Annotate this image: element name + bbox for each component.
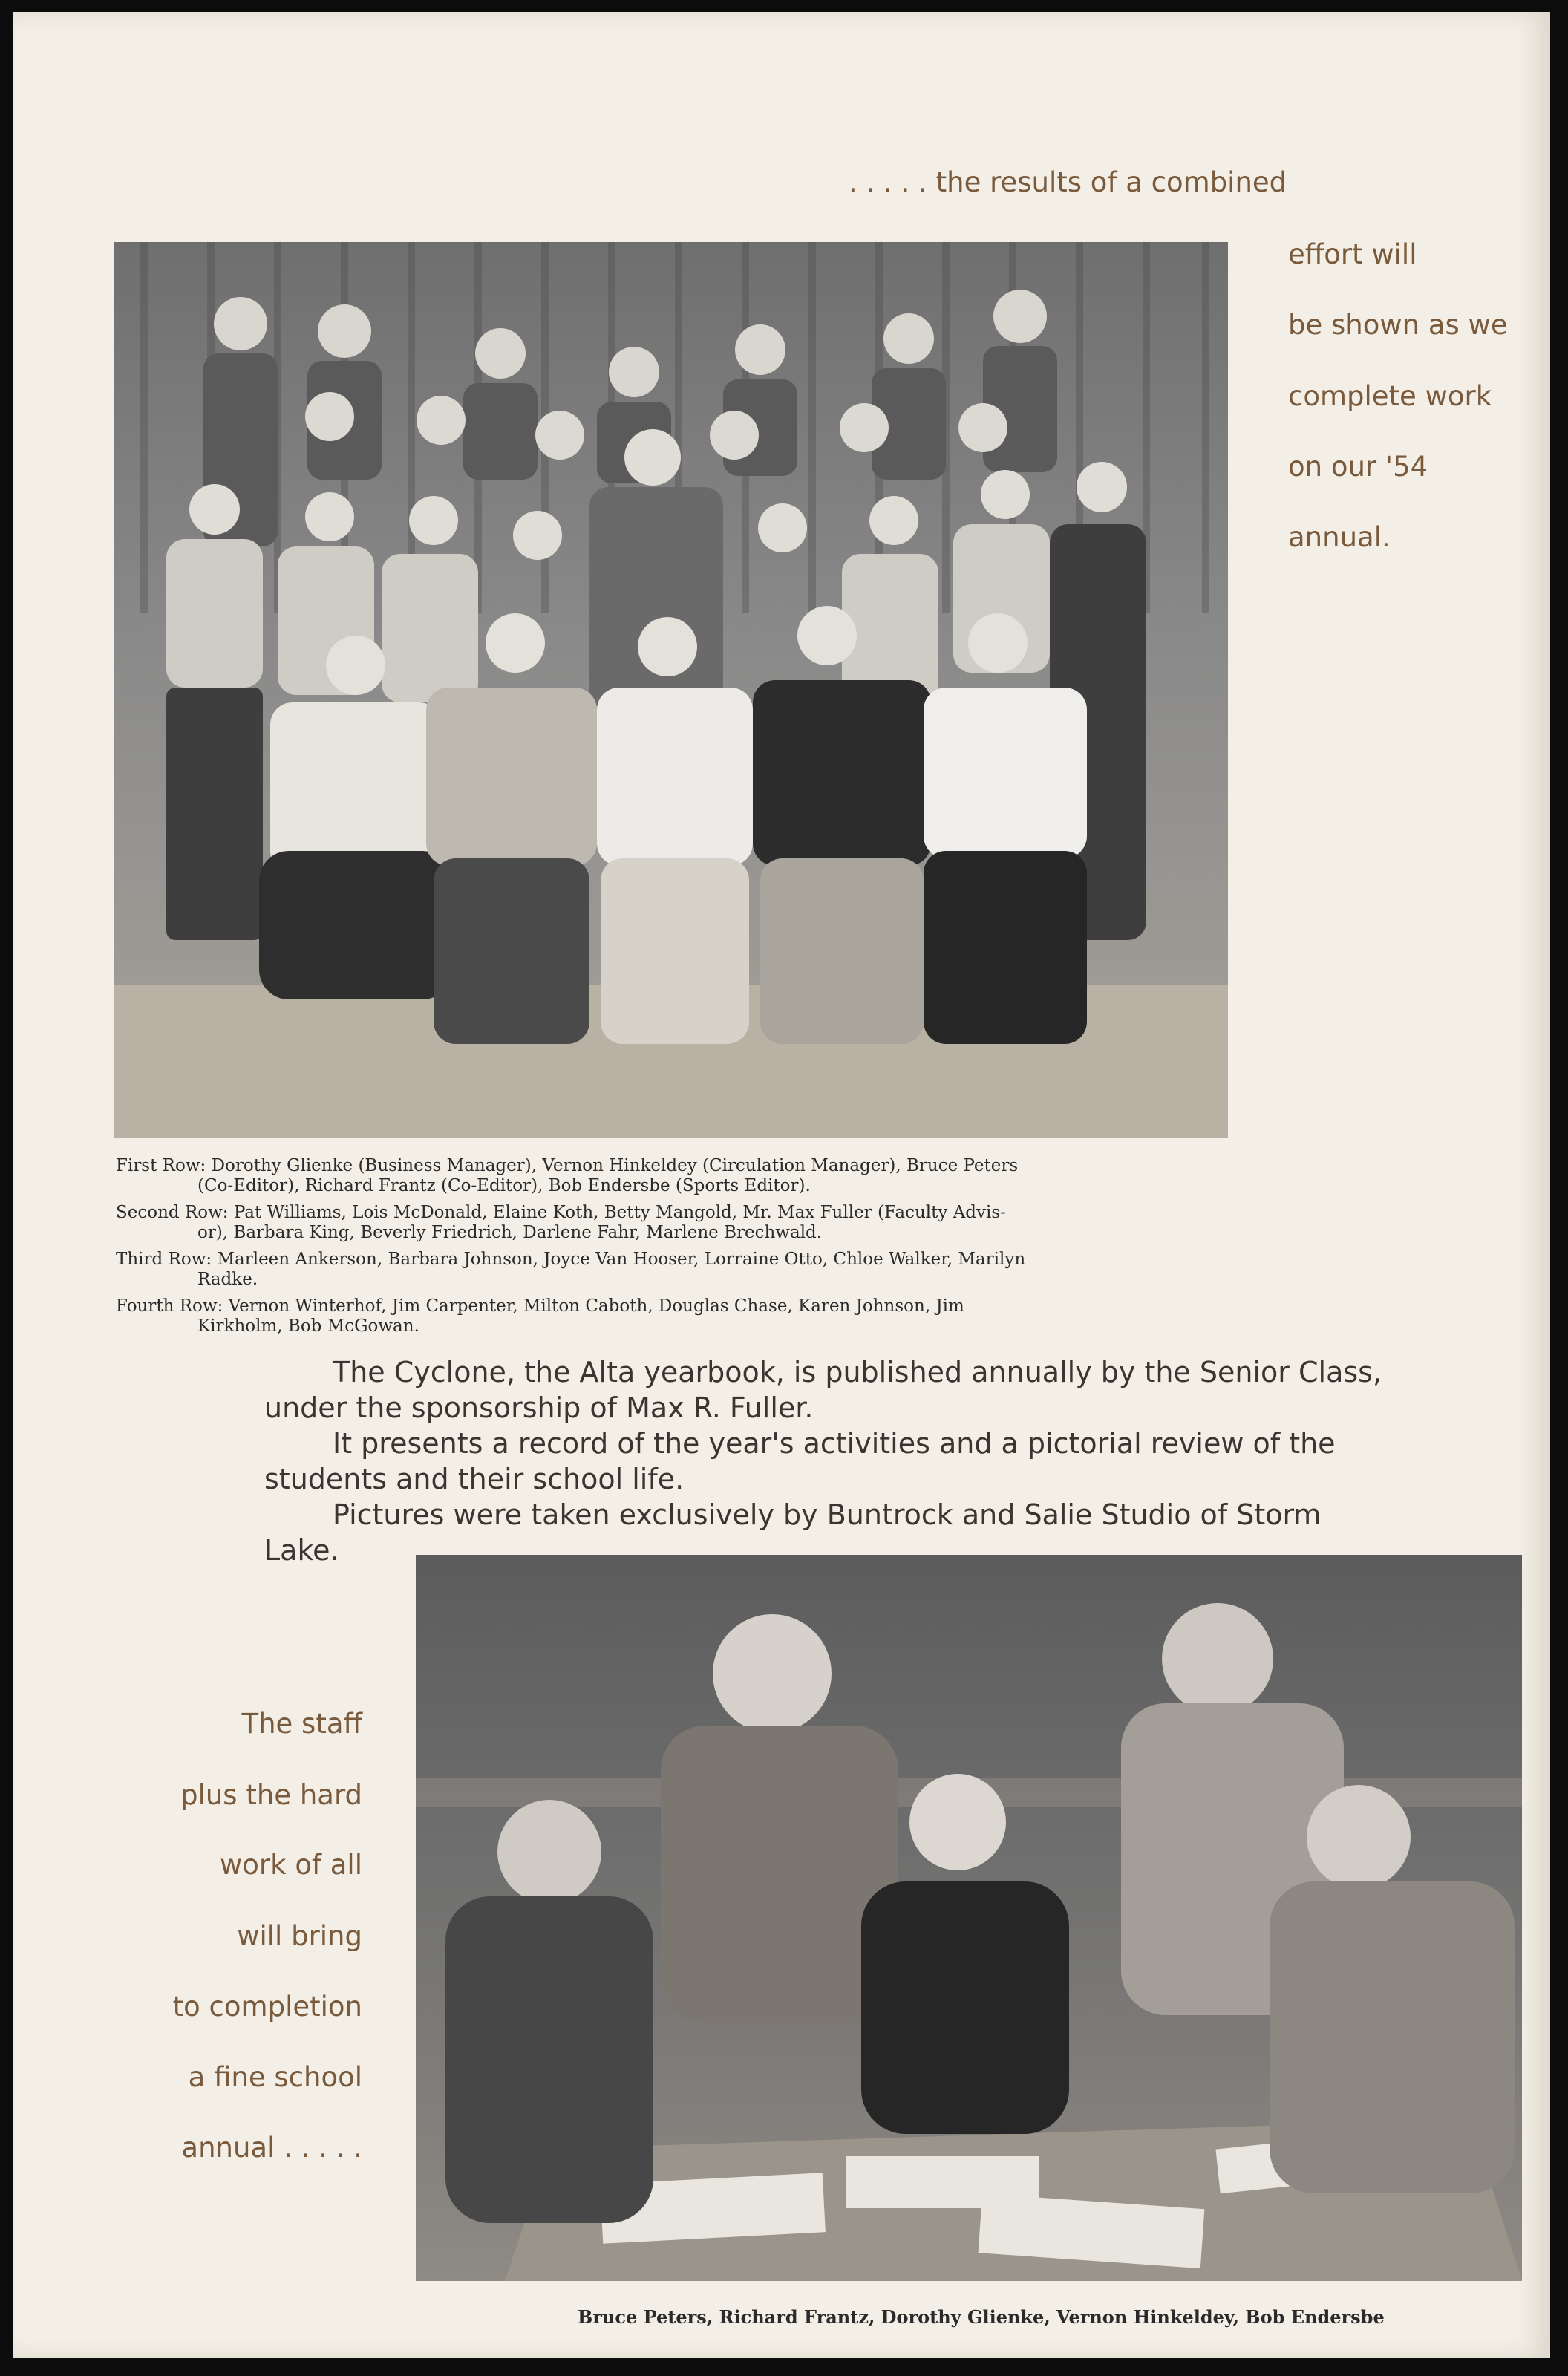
right-line-1: effort will — [1288, 238, 1417, 270]
staff-work-photo — [416, 1555, 1522, 2281]
right-line-3: complete work — [1288, 380, 1492, 412]
caption-row-label: Fourth Row: — [116, 1296, 223, 1316]
right-line-2: be shown as we — [1288, 309, 1508, 341]
work-photo-caption: Bruce Peters, Richard Frantz, Dorothy Glienke, Vernon Hinkeldey, Bob Endersbe — [578, 2306, 1385, 2328]
left-line-7: annual . . . . . — [181, 2132, 362, 2164]
caption-row-text: Dorothy Glienke (Business Manager), Vernon Hinkeldey (Circulation Manager), Bruce Peters — [211, 1156, 1019, 1175]
caption-row-label: First Row: — [116, 1156, 206, 1175]
yearbook-page — [13, 12, 1550, 2358]
caption-row-text-cont: Radke. — [197, 1270, 258, 1289]
body-paragraph-3: Pictures were taken exclusively by Buntrock and Salie Studio of Storm Lake. — [264, 1498, 1322, 1567]
caption-row-text: Pat Williams, Lois McDonald, Elaine Koth, Betty Mangold, Mr. Max Fuller (Faculty Advis- — [233, 1203, 1006, 1222]
caption-second-row — [116, 1203, 1246, 1243]
group-photo-illustration — [114, 242, 1228, 1138]
caption-row-text-cont: Kirkholm, Bob McGowan. — [197, 1316, 419, 1336]
caption-third-row — [116, 1250, 1246, 1290]
caption-row-label: Second Row: — [116, 1203, 229, 1222]
right-line-5: annual. — [1288, 521, 1391, 553]
caption-row-text: Marleen Ankerson, Barbara Johnson, Joyce Van Hooser, Lorraine Otto, Chloe Walker, Marilyn — [217, 1250, 1026, 1269]
left-line-3: work of all — [220, 1849, 362, 1881]
left-line-5: to completion — [172, 1991, 362, 2023]
left-line-4: will bring — [237, 1920, 362, 1952]
left-line-2: plus the hard — [180, 1779, 362, 1811]
caption-row-text-cont: (Co-Editor), Richard Frantz (Co-Editor), Bob Endersbe (Sports Editor). — [197, 1176, 811, 1195]
body-paragraph-1: The Cyclone, the Alta yearbook, is published annually by the Senior Class, under the sponsorship of Max R. Fuller. — [264, 1356, 1382, 1424]
staff-group-photo — [114, 242, 1228, 1138]
body-text — [264, 1354, 1385, 1568]
left-line-1: The staff — [241, 1708, 362, 1740]
caption-row-text: Vernon Winterhof, Jim Carpenter, Milton Caboth, Douglas Chase, Karen Johnson, Jim — [228, 1296, 964, 1316]
work-photo-illustration — [416, 1555, 1522, 2281]
left-line-6: a fine school — [188, 2061, 362, 2093]
caption-row-label: Third Row: — [116, 1250, 212, 1269]
right-line-4: on our '54 — [1288, 451, 1428, 483]
caption-row-text-cont: or), Barbara King, Beverly Friedrich, Darlene Fahr, Marlene Brechwald. — [197, 1223, 823, 1242]
top-quote: . . . . . the results of a combined — [849, 166, 1287, 198]
caption-fourth-row — [116, 1296, 1246, 1336]
caption-first-row — [116, 1156, 1246, 1196]
body-paragraph-2: It presents a record of the year's activities and a pictorial review of the students and their school life. — [264, 1427, 1336, 1495]
